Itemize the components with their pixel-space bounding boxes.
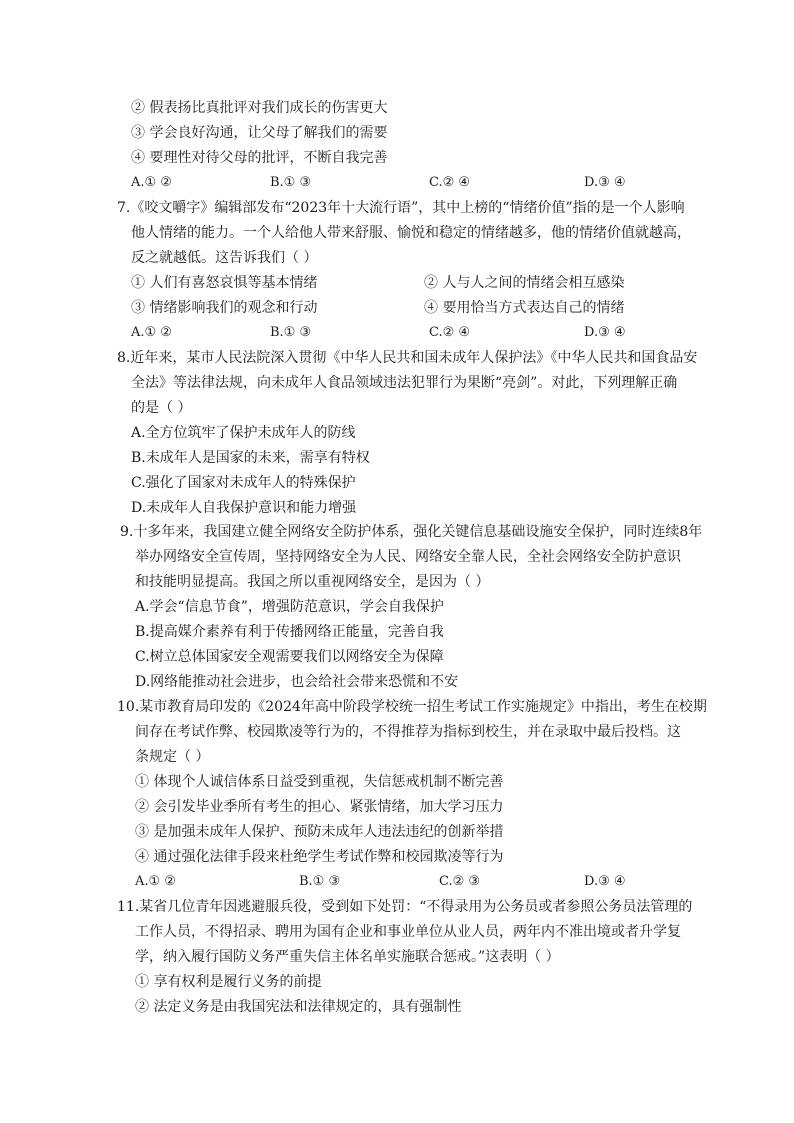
q9-stem-line-2: 举办网络安全宣传周，坚持网络安全为人民、网络安全靠人民，全社会网络安全防护意识: [135, 549, 681, 565]
q7-statement-2: ② 人与人之间的情绪会相互感染: [424, 275, 625, 291]
q9-stem-line-1: 9.十多年来，我国建立健全网络安全防护体系，强化关键信息基础设施安全保护，同时连续8年: [120, 524, 703, 540]
q7-stem-line-2: 他人情绪的能力。一个人给他人带来舒服、愉悦和稳定的情绪越多，他的情绪价值就越高，: [131, 225, 691, 241]
q6-option-c: C.② ④: [429, 175, 471, 190]
q8-option-b: B.未成年人是国家的未来，需享有特权: [131, 450, 370, 466]
q7-option-c: C.② ④: [429, 325, 471, 340]
q7-option-b: B.① ③: [270, 325, 312, 340]
q7-stem-line-1: 7.《咬文嚼字》编辑部发布“2023年十大流行语”，其中上榜的“情绪价值”指的是一个人影响: [117, 200, 685, 216]
q9-option-b: B.提高媒介素养有利于传播网络正能量，完善自我: [135, 624, 444, 640]
q11-statement-2: ② 法定义务是由我国宪法和法律规定的，具有强制性: [135, 999, 462, 1015]
q8-stem-line-1: 8.近年来，某市人民法院深入贯彻《中华人民共和国未成年人保护法》《中华人民共和国食品安: [117, 350, 698, 366]
q7-statement-1: ① 人们有喜怒哀惧等基本情绪: [131, 275, 318, 291]
q10-option-a: A.① ②: [135, 874, 176, 889]
q7-option-d: D.③ ④: [584, 325, 626, 340]
q8-stem-line-3: 的是（ ）: [131, 400, 192, 416]
q10-stem-line-1: 10.某市教育局印发的《2024年高中阶段学校统一招生考试工作实施规定》中指出，考生在校期: [117, 699, 707, 715]
q10-statement-3: ③ 是加强未成年人保护、预防未成年人违法违纪的创新举措: [135, 824, 504, 840]
q10-stem-line-3: 条规定（ ）: [135, 749, 210, 765]
q6-option-b: B.① ③: [270, 175, 312, 190]
q7-statement-4: ④ 要用恰当方式表达自己的情绪: [424, 300, 625, 316]
q9-stem-line-3: 和技能明显提高。我国之所以重视网络安全，是因为（ ）: [135, 574, 490, 590]
q11-stem-line-3: 学，纳入履行国防义务严重失信主体名单实施联合惩戒。”这表明（ ）: [135, 949, 560, 965]
q7-option-a: A.① ②: [131, 325, 172, 340]
q7-stem-line-3: 反之就越低。这告诉我们（ ）: [131, 250, 318, 266]
q11-stem-line-2: 工作人员，不得招录、聘用为国有企业和事业单位从业人员，两年内不准出境或者升学复: [135, 924, 681, 940]
q9-option-c: C.树立总体国家安全观需要我们以网络安全为保障: [135, 649, 444, 665]
q9-option-d: D.网络能推动社会进步，也会给社会带来恐慌和不安: [135, 674, 459, 690]
q8-option-a: A.全方位筑牢了保护未成年人的防线: [131, 425, 356, 441]
q10-option-d: D.③ ④: [584, 874, 626, 889]
q8-option-c: C.强化了国家对未成年人的特殊保护: [131, 475, 356, 491]
q6-statement-4: ④ 要理性对待父母的批评，不断自我完善: [131, 150, 388, 166]
q10-statement-1: ① 体现个人诚信体系日益受到重视，失信惩戒机制不断完善: [135, 774, 504, 790]
q8-stem-line-2: 全法》等法律法规，向未成年人食品领域违法犯罪行为果断“亮剑”。对此，下列理解正确: [131, 375, 678, 391]
q6-statement-3: ③ 学会良好沟通，让父母了解我们的需要: [131, 125, 388, 141]
q10-stem-line-2: 间存在考试作弊、校园欺凌等行为的，不得推荐为指标到校生，并在录取中最后投档。这: [135, 724, 681, 740]
q10-statement-4: ④ 通过强化法律手段来杜绝学生考试作弊和校园欺凌等行为: [135, 849, 504, 865]
q7-statement-3: ③ 情绪影响我们的观念和行动: [131, 300, 318, 316]
q10-option-b: B.① ③: [299, 874, 341, 889]
q11-stem-line-1: 11.某省几位青年因逃避服兵役，受到如下处罚：“不得录用为公务员或者参照公务员法管理的: [117, 899, 693, 915]
q6-statement-2: ② 假表扬比真批评对我们成长的伤害更大: [131, 100, 388, 116]
q10-option-c: C.② ③: [439, 874, 481, 889]
q6-option-a: A.① ②: [131, 175, 172, 190]
q9-option-a: A.学会“信息节食”，增强防范意识，学会自我保护: [135, 599, 444, 615]
q10-statement-2: ② 会引发毕业季所有考生的担心、紧张情绪，加大学习压力: [135, 799, 504, 815]
q6-option-d: D.③ ④: [584, 175, 626, 190]
q8-option-d: D.未成年人自我保护意识和能力增强: [131, 500, 357, 516]
q11-statement-1: ① 享有权利是履行义务的前提: [135, 974, 322, 990]
